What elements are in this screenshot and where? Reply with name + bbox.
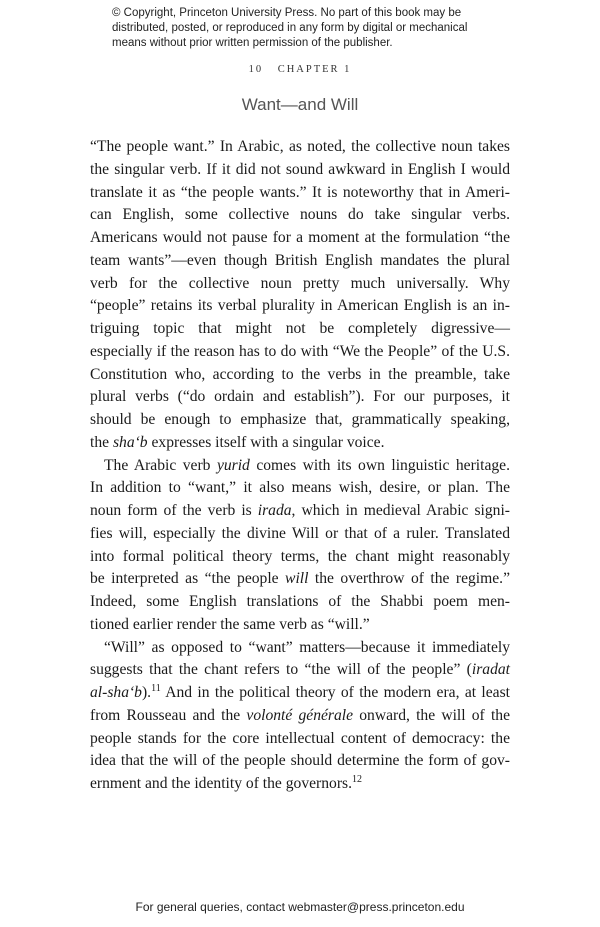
text-line [90, 568, 510, 591]
text-line [90, 409, 510, 432]
text-line [90, 614, 510, 637]
text-line [90, 500, 510, 523]
copyright-line: © Copyright, Princeton University Press. No part of this book may be [112, 7, 462, 19]
text-run: comes with its own linguistic heritage. [249, 456, 510, 474]
text-line [90, 455, 510, 478]
copyright-line: means without prior written permission of the publisher. [112, 37, 393, 49]
text-run: verb for the collective noun pretty much universally. Why [90, 274, 510, 292]
text-line [90, 750, 510, 773]
italic-term: yurid [216, 456, 250, 474]
text-run: noun form of the verb is [90, 502, 258, 519]
text-line [90, 295, 510, 318]
text-run: be interpreted as “the people [90, 570, 286, 588]
text-line [90, 682, 510, 705]
text-line [90, 705, 510, 728]
text-run: ). [141, 684, 152, 701]
text-line [90, 728, 510, 751]
text-line [90, 591, 510, 614]
text-run: people stands for the core intellectual content of democracy: the [90, 729, 510, 747]
text-run: into formal political theory terms, the chant might reasonably [90, 547, 510, 565]
text-line [90, 341, 510, 364]
text-run: fies will, especially the divine Will or that of a ruler. Translated [90, 524, 510, 542]
text-line [90, 386, 510, 409]
section-title: Want—and Will [241, 95, 359, 114]
text-run: especially if the reason has to do with “We the People” of the U.S. [90, 342, 510, 360]
text-run: “Will” as opposed to “want” matters—because it immediately [104, 638, 510, 656]
text-run: “The people want.” In Arabic, as noted, the collective noun takes [90, 138, 510, 155]
text-run: team wants”—even though British English mandates the plural [90, 251, 510, 269]
text-line [90, 273, 510, 296]
paragraph [90, 455, 510, 637]
footer-contact: For general queries, contact webmaster@press.princeton.edu [135, 900, 465, 914]
text-line [90, 250, 510, 273]
italic-term: will [285, 570, 309, 588]
italic-term: sha‘b [112, 433, 148, 451]
text-line [90, 204, 510, 227]
page-number: 10 [248, 64, 264, 75]
text-line [90, 477, 510, 500]
text-run: In addition to “want,” it also means wish, desire, or plan. The [90, 479, 510, 497]
text-run: “people” retains its verbal plurality in American English is an in- [90, 297, 510, 315]
text-run: the singular verb. If it did not sound awkward in English I would [90, 160, 510, 178]
text-run: from Rousseau and the [90, 706, 247, 724]
footnote-ref: 12 [352, 774, 362, 785]
text-run: onward, the will of the [353, 706, 510, 724]
text-run: idea that the will of the people should determine the form of gov- [90, 752, 510, 770]
text-line [90, 182, 510, 205]
text-run: can English, some collective nouns do take singular verbs. [90, 206, 510, 224]
chapter-label: CHAPTER 1 [277, 64, 352, 75]
text-line [90, 432, 510, 455]
body-text [90, 136, 510, 796]
text-run: Indeed, some English translations of the Shabbi poem men- [90, 593, 510, 610]
text-line [90, 546, 510, 569]
copyright-line: distributed, posted, or reproduced in any form by digital or mechanical [112, 22, 468, 34]
text-run: ernment and the identity of the governors. [90, 775, 352, 792]
text-line [90, 659, 510, 682]
text-run: the [90, 433, 113, 451]
running-head [0, 64, 600, 75]
italic-term: iradat [471, 661, 510, 679]
italic-term: volonté générale [246, 706, 354, 724]
text-run: the overthrow of the regime.” [308, 570, 510, 588]
text-run: tioned earlier render the same verb as “will.” [90, 615, 370, 633]
text-line [90, 364, 510, 387]
italic-term: irada [257, 502, 292, 519]
text-run: And in the political theory of the modern era, at least [160, 684, 510, 701]
text-line [90, 136, 510, 159]
text-run: suggests that the chant refers to “the will of the people” ( [90, 661, 472, 679]
text-line [90, 318, 510, 341]
paragraph [90, 136, 510, 455]
text-run: The Arabic verb [104, 456, 217, 474]
text-line [90, 523, 510, 546]
text-run: Americans would not pause for a moment at the formulation “the [90, 229, 510, 246]
text-line [90, 159, 510, 182]
text-line [90, 773, 510, 796]
text-run: , which in medieval Arabic signi- [291, 502, 510, 519]
text-run: plural verbs (“do ordain and establish”). For our purposes, it [90, 388, 510, 406]
text-run: Constitution who, according to the verbs in the preamble, take [90, 365, 510, 383]
text-run: translate it as “the people wants.” It is noteworthy that in Ameri- [90, 183, 510, 201]
text-line [90, 637, 510, 660]
text-run: triguing topic that might not be completely digressive— [90, 320, 510, 337]
paragraph [90, 637, 510, 796]
text-line [90, 227, 510, 250]
text-run: should be enough to emphasize that, grammatically speaking, [90, 411, 510, 428]
italic-term: al-sha‘b [90, 684, 142, 701]
text-run: expresses itself with a singular voice. [147, 433, 385, 451]
copyright-notice [112, 6, 532, 51]
footnote-ref: 11 [151, 683, 161, 694]
